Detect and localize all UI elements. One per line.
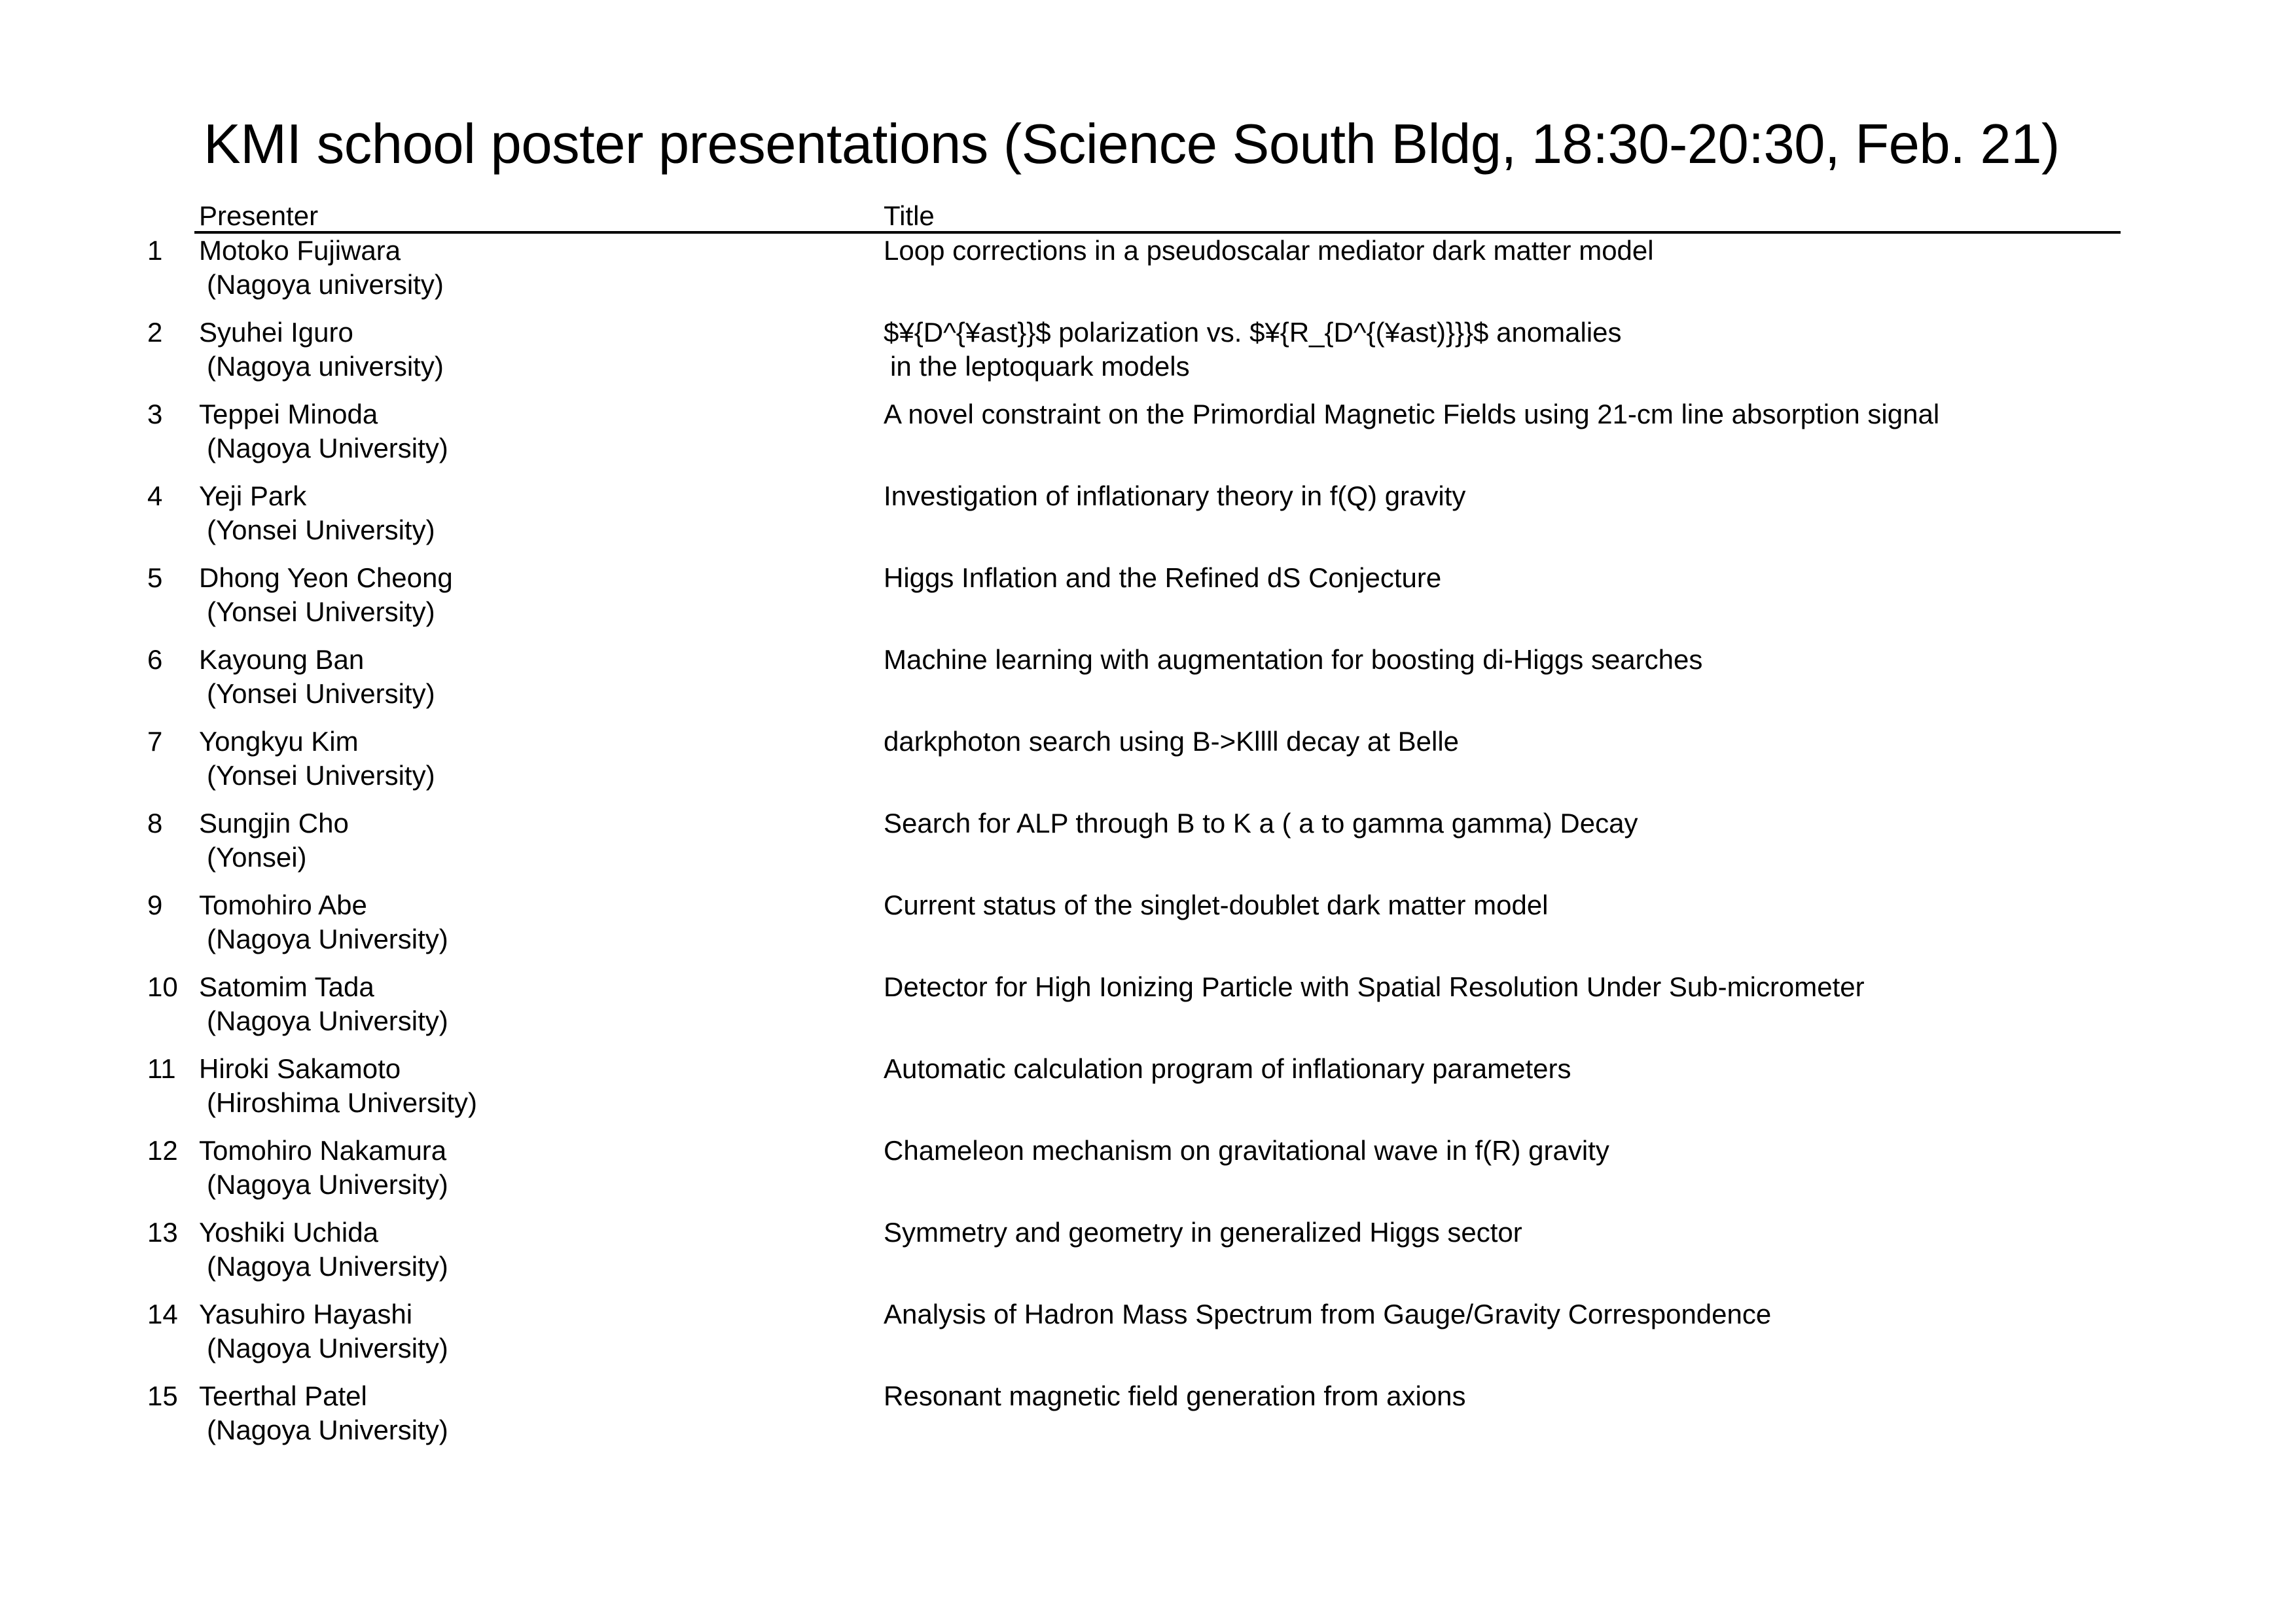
column-header-presenter: Presenter	[199, 200, 319, 231]
table-row	[0, 970, 2296, 1052]
poster-title: Higgs Inflation and the Refined dS Conjecture	[884, 562, 1442, 593]
presenter-name: Sungjin Cho	[199, 808, 349, 839]
table-row	[0, 643, 2296, 725]
presenter-name: Teerthal Patel	[199, 1380, 367, 1411]
poster-title: Loop corrections in a pseudoscalar mediator dark matter model	[884, 235, 1654, 266]
row-number: 4	[147, 480, 163, 511]
poster-title: Chameleon mechanism on gravitational wave in f(R) gravity	[884, 1135, 1609, 1166]
presenter-name: Motoko Fujiwara	[199, 235, 401, 266]
presenter-affiliation: (Yonsei University)	[207, 678, 435, 709]
table-row	[0, 1134, 2296, 1216]
table-row	[0, 397, 2296, 479]
presenter-affiliation: (Yonsei University)	[207, 596, 435, 627]
poster-title: Search for ALP through B to K a ( a to gamma gamma) Decay	[884, 808, 1638, 839]
presenter-name: Yasuhiro Hayashi	[199, 1299, 413, 1329]
poster-title: Detector for High Ionizing Particle with Spatial Resolution Under Sub-micrometer	[884, 971, 1865, 1002]
presenter-affiliation: (Nagoya university)	[207, 351, 444, 382]
presenter-affiliation: (Nagoya University)	[207, 433, 448, 463]
table-row	[0, 316, 2296, 397]
presenter-affiliation: (Yonsei University)	[207, 514, 435, 545]
presenter-affiliation: (Nagoya University)	[207, 1169, 448, 1200]
presenter-affiliation: (Nagoya University)	[207, 924, 448, 954]
presenter-name: Syuhei Iguro	[199, 317, 353, 348]
poster-title: Resonant magnetic field generation from axions	[884, 1380, 1466, 1411]
presenter-affiliation: (Nagoya University)	[207, 1415, 448, 1445]
table-row	[0, 1379, 2296, 1461]
presenter-name: Yeji Park	[199, 480, 307, 511]
poster-title: Investigation of inflationary theory in f(Q) gravity	[884, 480, 1466, 511]
presenter-name: Hiroki Sakamoto	[199, 1053, 401, 1084]
row-number: 11	[147, 1053, 176, 1084]
presenter-name: Yoshiki Uchida	[199, 1217, 378, 1248]
table-row	[0, 561, 2296, 643]
row-number: 5	[147, 562, 163, 593]
table-row	[0, 1216, 2296, 1297]
presenter-affiliation: (Yonsei)	[207, 842, 307, 873]
presenter-affiliation: (Nagoya University)	[207, 1333, 448, 1363]
presenter-affiliation: (Yonsei University)	[207, 760, 435, 791]
poster-title: A novel constraint on the Primordial Magnetic Fields using 21-cm line absorption signal	[884, 399, 1940, 429]
presenter-name: Yongkyu Kim	[199, 726, 359, 757]
page-title: KMI school poster presentations (Science South Bldg, 18:30-20:30, Feb. 21)	[204, 113, 2060, 175]
table-row	[0, 806, 2296, 888]
presenter-affiliation: (Hiroshima University)	[207, 1087, 478, 1118]
table-row	[0, 1297, 2296, 1379]
poster-title: Machine learning with augmentation for boosting di-Higgs searches	[884, 644, 1703, 675]
poster-title: $¥{D^{¥ast}}$ polarization vs. $¥{R_{D^{(¥ast)}}}$ anomalies	[884, 317, 1622, 348]
table-row	[0, 725, 2296, 806]
table-row	[0, 1052, 2296, 1134]
row-number: 3	[147, 399, 163, 429]
presenter-name: Tomohiro Abe	[199, 890, 367, 920]
poster-title: Automatic calculation program of inflationary parameters	[884, 1053, 1571, 1084]
row-number: 14	[147, 1299, 178, 1329]
presenter-name: Dhong Yeon Cheong	[199, 562, 453, 593]
table-row	[0, 234, 2296, 316]
poster-title: Symmetry and geometry in generalized Higgs sector	[884, 1217, 1522, 1248]
presenter-name: Kayoung Ban	[199, 644, 365, 675]
presenter-name: Satomim Tada	[199, 971, 374, 1002]
row-number: 1	[147, 235, 163, 266]
row-number: 8	[147, 808, 163, 839]
poster-title-continued: in the leptoquark models	[890, 351, 1190, 382]
presenter-affiliation: (Nagoya University)	[207, 1251, 448, 1282]
poster-title: Current status of the singlet-doublet dark matter model	[884, 890, 1549, 920]
row-number: 10	[147, 971, 178, 1002]
poster-title: Analysis of Hadron Mass Spectrum from Gauge/Gravity Correspondence	[884, 1299, 1772, 1329]
row-number: 15	[147, 1380, 178, 1411]
table-row	[0, 888, 2296, 970]
presenter-affiliation: (Nagoya university)	[207, 269, 444, 300]
presenter-name: Tomohiro Nakamura	[199, 1135, 447, 1166]
row-number: 9	[147, 890, 163, 920]
row-number: 13	[147, 1217, 178, 1248]
presenter-affiliation: (Nagoya University)	[207, 1005, 448, 1036]
poster-title: darkphoton search using B->Kllll decay at Belle	[884, 726, 1460, 757]
row-number: 6	[147, 644, 163, 675]
column-header-title: Title	[884, 200, 935, 231]
presenter-name: Teppei Minoda	[199, 399, 378, 429]
row-number: 12	[147, 1135, 178, 1166]
table-row	[0, 479, 2296, 561]
row-number: 2	[147, 317, 163, 348]
row-number: 7	[147, 726, 163, 757]
